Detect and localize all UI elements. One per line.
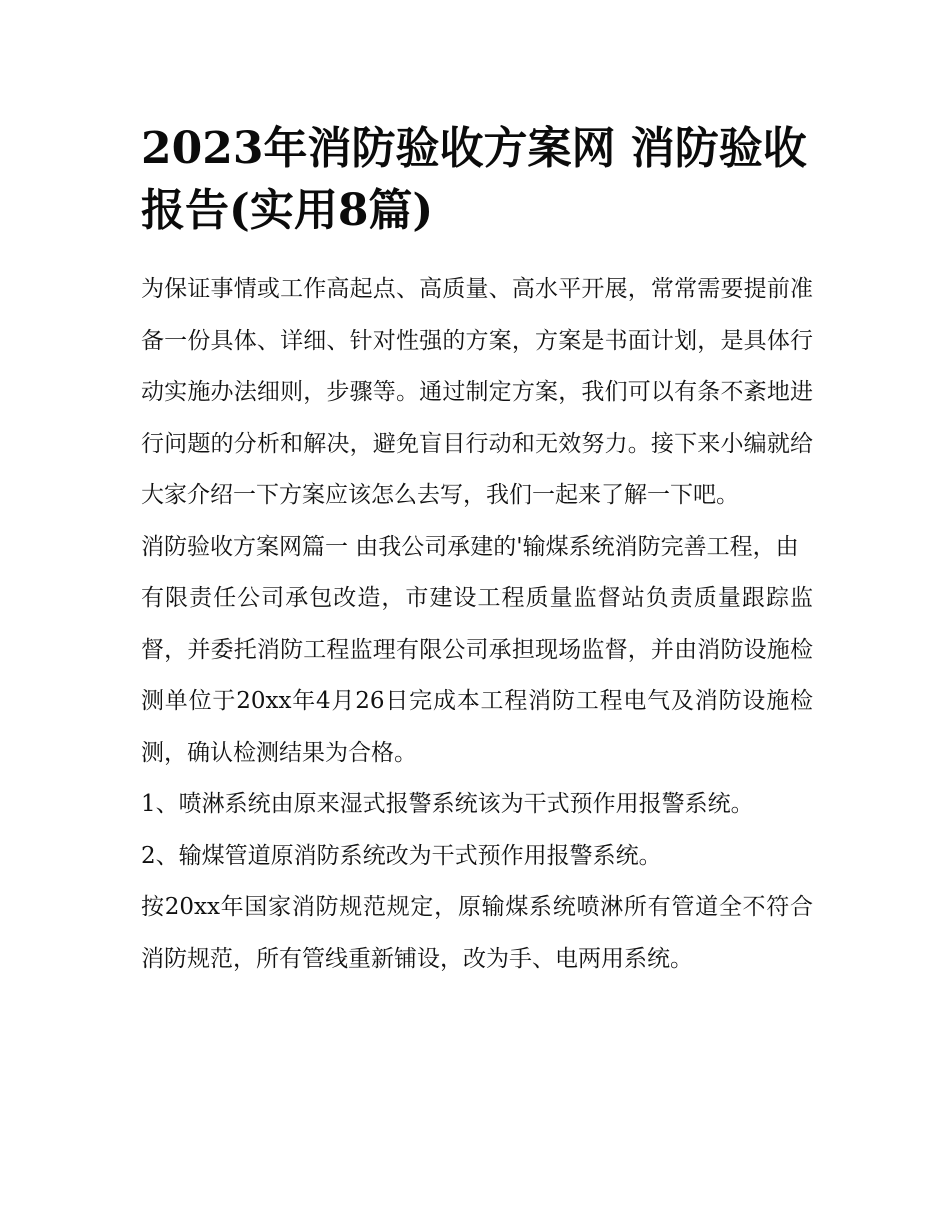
- list-item-1: 1、喷淋系统由原来湿式报警系统该为干式预作用报警系统。: [141, 791, 754, 817]
- regulation-paragraph: 按20xx年国家消防规范规定，原输煤系统喷淋所有管道全不符合消防规范，所有管线重新铺设，改为手、电两用系统。: [141, 894, 813, 972]
- intro-paragraph: 为保证事情或工作高起点、高质量、高水平开展，常常需要提前准备一份具体、详细、针对性强的方案，方案是书面计划，是具体行动实施办法细则，步骤等。通过制定方案，我们可以有条不紊地进行问题的分析和解决，避免盲目行动和无效努力。接下来小编就给大家介绍一下方案应该怎么去写，我们一起来了解一下吧。: [141, 276, 813, 508]
- document-body: [141, 264, 813, 985]
- list-item-2: 2、输煤管道原消防系统改为干式预作用报警系统。: [141, 842, 662, 869]
- project-description-paragraph: 有限责任公司承包改造，市建设工程质量监督站负责质量跟踪监督，并委托消防工程监理有限公司承担现场监督，并由消防设施检测单位于20xx年4月26日完成本工程消防工程电气及消防设施检测，确认检测结果为合格。: [141, 585, 813, 766]
- document-title: 2023年消防验收方案网 消防验收报告(实用8篇): [141, 123, 807, 236]
- document-content: [141, 118, 813, 985]
- section-one-heading-paragraph: 消防验收方案网篇一 由我公司承建的'输煤系统消防完善工程，由: [141, 533, 799, 560]
